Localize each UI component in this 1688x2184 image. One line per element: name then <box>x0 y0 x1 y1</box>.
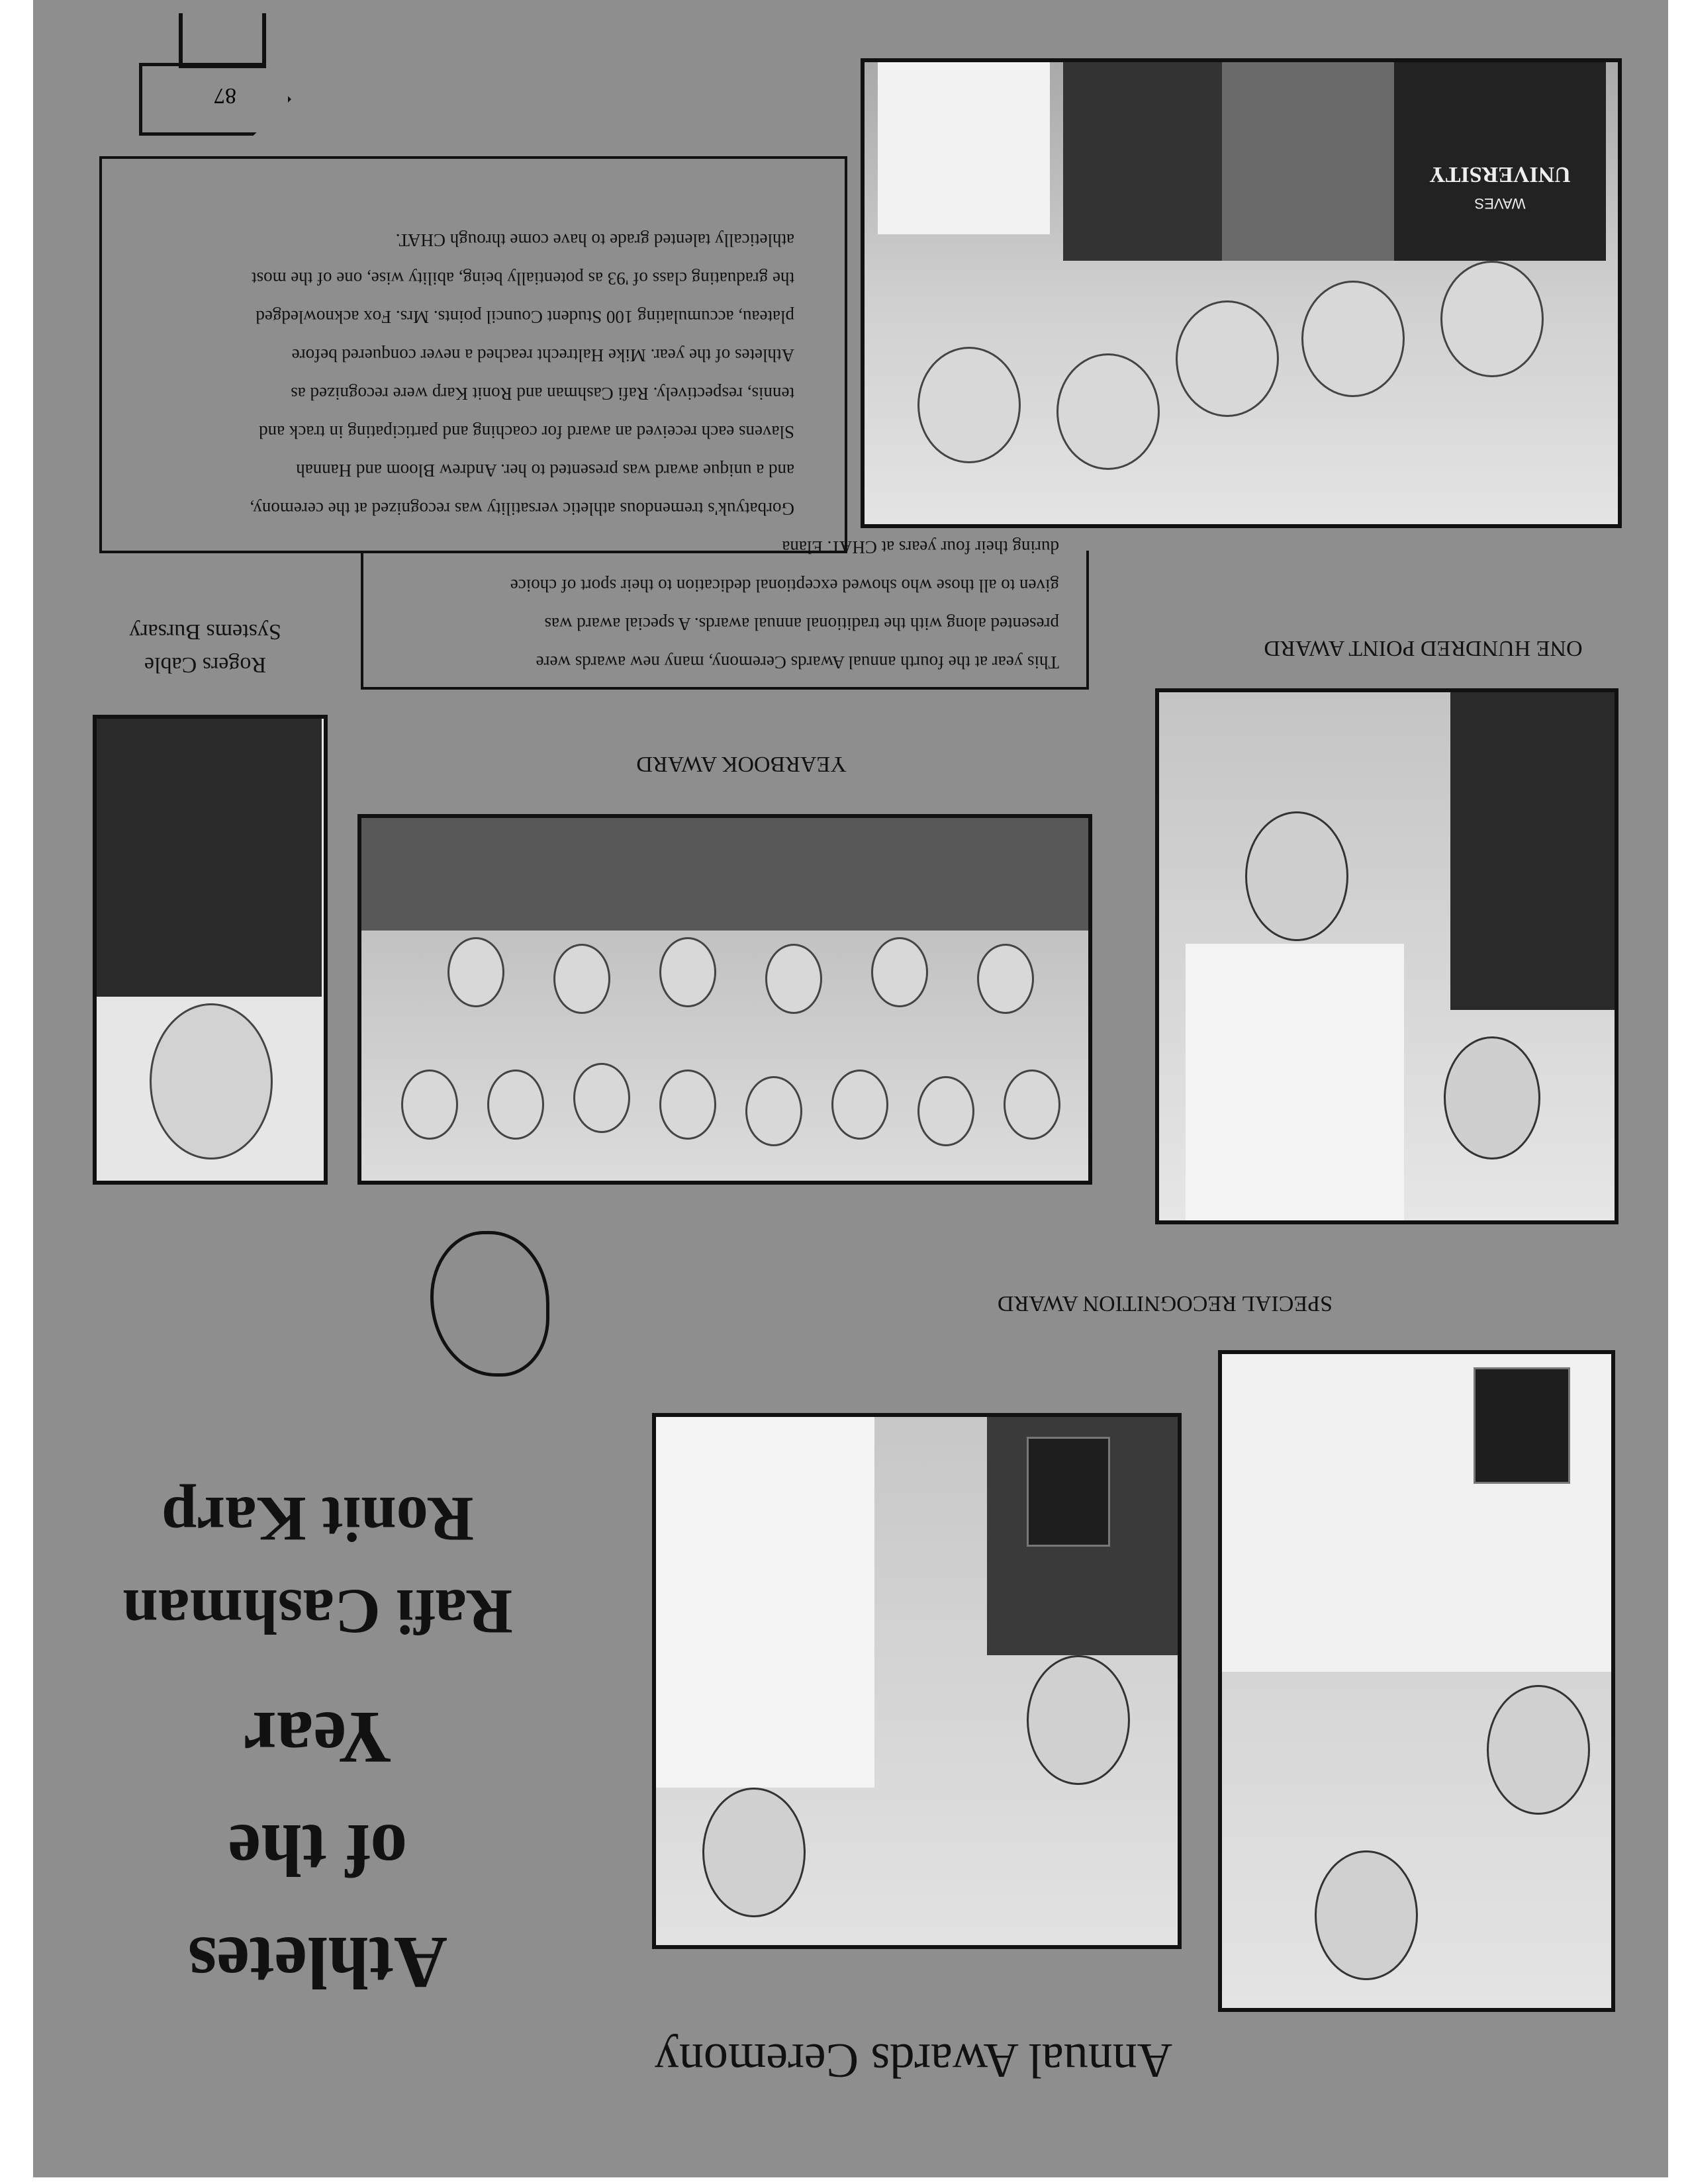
person-body <box>361 818 1090 931</box>
article-line: the graduating class of '93 as potentially being, ability wise, one of the most <box>252 269 794 289</box>
special-recognition-caption: SPECIAL RECOGNITION AWARD <box>998 1291 1333 1316</box>
person-face <box>702 1788 806 1917</box>
rogers-bursary-photo <box>93 715 328 1185</box>
article-line: tennis, respectively. Rafi Cashman and Ronit Karp were recognized as <box>291 384 794 404</box>
person-face <box>1245 811 1348 941</box>
person-body <box>1186 944 1404 1222</box>
person-face <box>573 1063 630 1133</box>
athletes-award-photo <box>1218 1350 1615 2012</box>
person-body <box>1450 692 1616 1010</box>
person-face <box>447 937 504 1007</box>
sweatshirt-subtext: WAVES <box>1474 195 1526 212</box>
one-hundred-point-caption: ONE HUNDRED POINT AWARD <box>1264 636 1583 660</box>
person-face <box>977 944 1034 1014</box>
article-text <box>113 165 1072 682</box>
person-face <box>831 1069 888 1140</box>
article-line: presented along with the traditional annual awards. A special award was <box>544 614 1059 634</box>
person-face <box>1444 1036 1540 1160</box>
person-face <box>553 944 610 1014</box>
article-line: during their four years at CHAT. Elana <box>782 537 1059 557</box>
article-line: plateau, accumulating 100 Student Council points. Mrs. Fox acknowledged <box>256 307 794 327</box>
special-recognition-photo <box>1155 688 1618 1224</box>
rogers-caption-line-2: Rogers Cable <box>144 653 267 677</box>
article-line: This year at the fourth annual Awards Ceremony, many new awards were <box>536 653 1059 672</box>
article-line: given to all those who showed exceptional dedication to their sport of choice <box>510 576 1059 596</box>
person-face <box>659 937 716 1007</box>
person-face <box>659 1069 716 1140</box>
winner-name-1: Rafi Cashman <box>122 1576 513 1647</box>
headline-line-3: Year <box>244 1696 392 1778</box>
person-face <box>871 937 928 1007</box>
article-line: athletically talented grade to have come through CHAT. <box>395 230 794 250</box>
person-body <box>656 1417 874 1788</box>
person-body <box>97 719 322 997</box>
person-face <box>1487 1685 1590 1815</box>
person-face <box>401 1069 458 1140</box>
sweatshirt-text: UNIVERSITY <box>1429 162 1571 187</box>
person-face <box>487 1069 544 1140</box>
person-face <box>745 1076 802 1146</box>
person-face <box>765 944 822 1014</box>
article-line: Slavens each received an award for coaching and participating in track and <box>259 422 794 442</box>
person-face <box>1315 1850 1418 1980</box>
sweatshirt <box>1394 62 1606 261</box>
page-number: 87 <box>214 83 236 108</box>
yearbook-award-photo <box>357 814 1092 1185</box>
plaque <box>1474 1367 1570 1484</box>
ski-mascot-icon <box>179 13 266 68</box>
section-title: Annual Awards Ceremony <box>654 2033 1173 2087</box>
person-face <box>1027 1655 1130 1785</box>
person-face <box>917 1076 974 1146</box>
person-face <box>1176 300 1279 417</box>
winner-name-2: Ronit Karp <box>161 1484 475 1555</box>
article-line: Gorbatyuk's tremendous athletic versatility was recognized at the ceremony, <box>250 499 794 519</box>
person-face <box>1301 281 1405 397</box>
headline-line-2: of the <box>228 1809 408 1891</box>
person-face <box>1004 1069 1060 1140</box>
article-line: Athletes of the year. Mike Haltrecht reached a never conquered before <box>291 345 794 365</box>
person-face <box>1440 261 1544 377</box>
rogers-caption-line-1: Systems Bursary <box>129 619 281 644</box>
article-line: and a unique award was presented to her. Andrew Bloom and Hannah <box>296 461 794 480</box>
yearbook-award-caption: YEARBOOK AWARD <box>636 752 847 776</box>
headline-line-1: Athletes <box>188 1921 447 2003</box>
person-body <box>1063 62 1222 261</box>
person-body <box>1222 62 1394 261</box>
award-handshake-photo <box>652 1413 1182 1949</box>
person-face <box>150 1003 273 1160</box>
plaque <box>1027 1437 1110 1547</box>
